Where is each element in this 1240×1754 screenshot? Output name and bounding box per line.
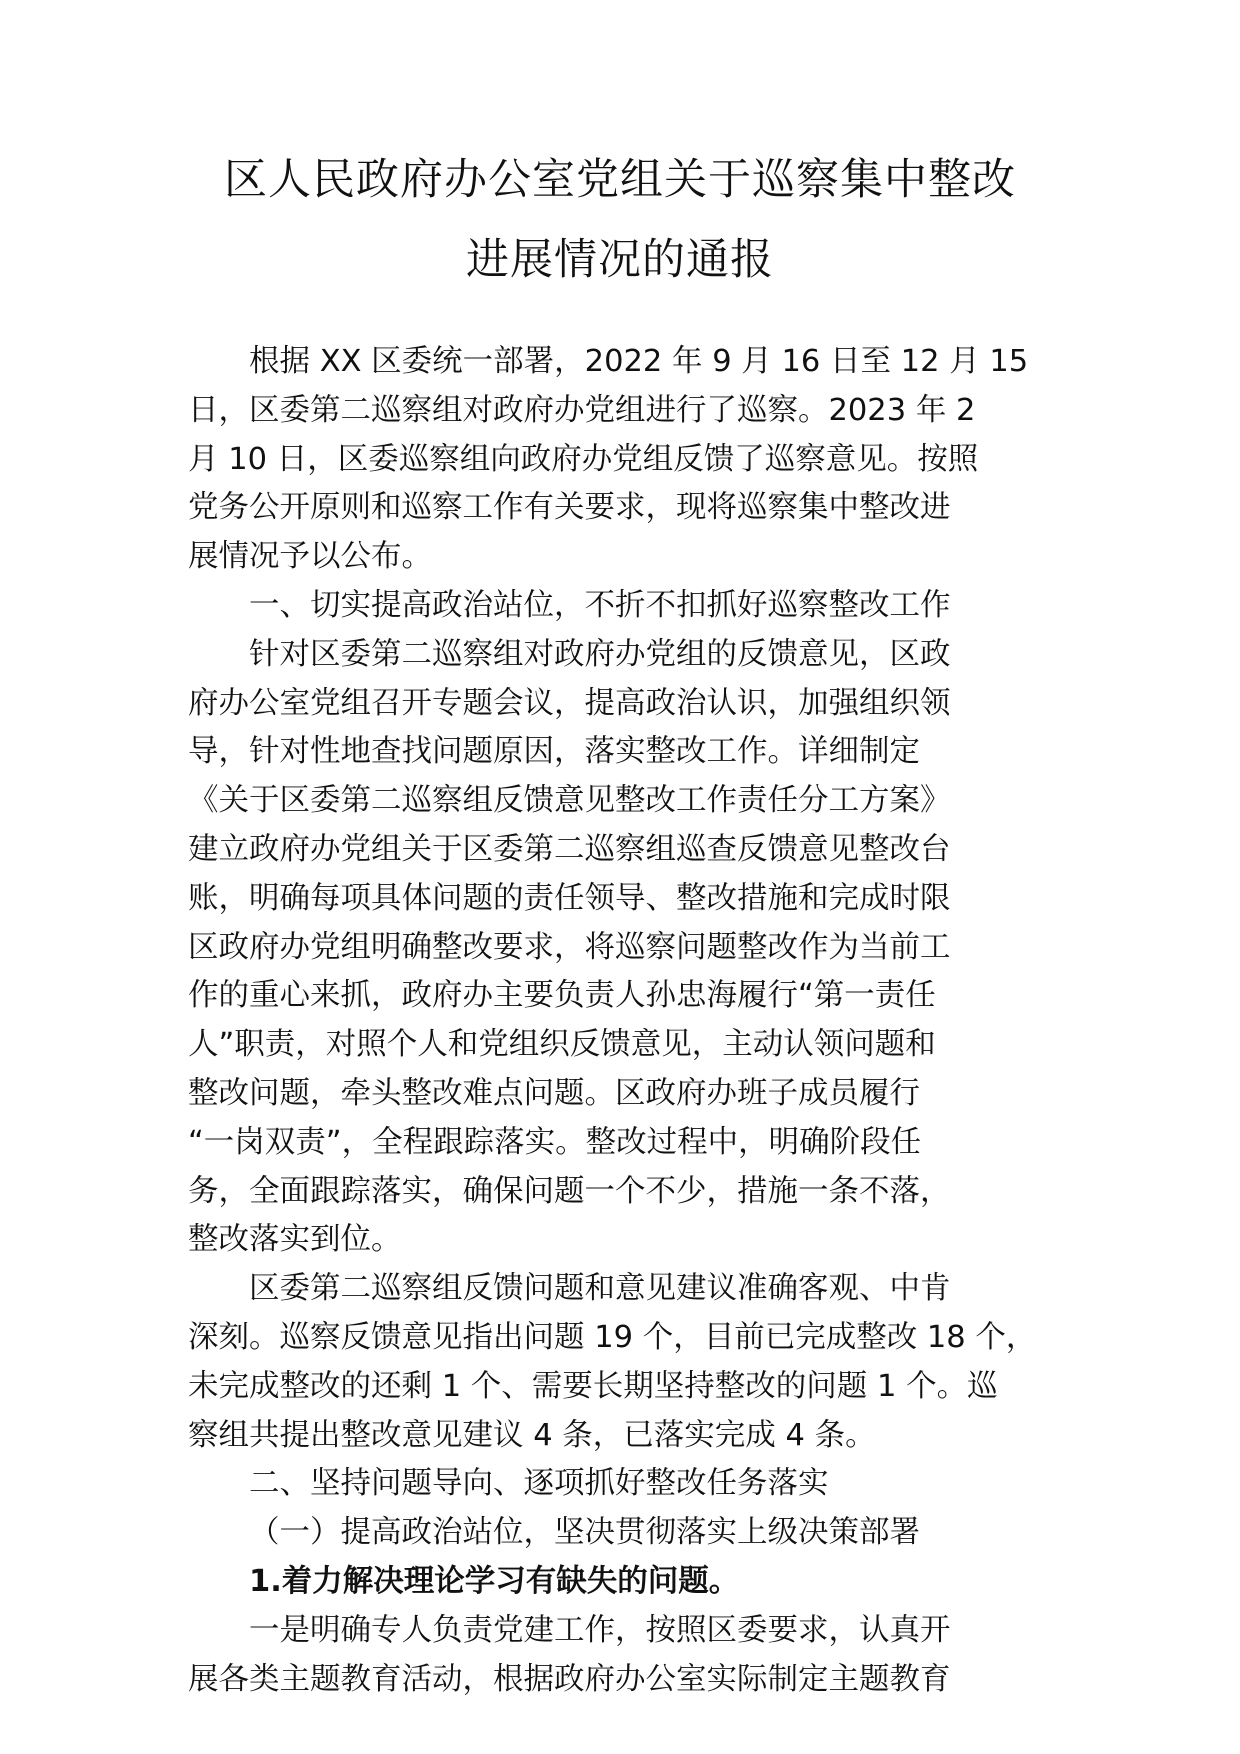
paragraph-line: 区委第二巡察组反馈问题和意见建议准确客观、中肯: [249, 1271, 951, 1307]
paragraph-line: 《关于区委第二巡察组反馈意见整改工作责任分工方案》: [188, 783, 951, 819]
paragraph-line: 察组共提出整改意见建议 4 条，已落实完成 4 条。: [188, 1417, 876, 1453]
paragraph-line: 务，全面跟踪落实，确保问题一个不少，措施一条不落，: [188, 1173, 951, 1209]
paragraph-line: 根据 XX 区委统一部署，2022 年 9 月 16 日至 12 月 15: [249, 344, 1029, 379]
paragraph-line: 作的重心来抓，政府办主要负责人孙忠海履行“第一责任: [188, 978, 936, 1014]
item-heading: 1.着力解决理论学习有缺失的问题。: [249, 1563, 740, 1599]
paragraph-line: 整改落实到位。: [188, 1222, 402, 1258]
document-body: [188, 338, 1048, 1704]
section-heading: 一、切实提高政治站位，不折不扣抓好巡察整改工作: [249, 587, 951, 623]
paragraph-line: “一岗双责”，全程跟踪落实。整改过程中，明确阶段任: [188, 1124, 922, 1160]
paragraph-line: 一是明确专人负责党建工作，按照区委要求，认真开: [249, 1612, 951, 1648]
paragraph-line: 区政府办党组明确整改要求，将巡察问题整改作为当前工: [188, 929, 951, 965]
paragraph-line: 深刻。巡察反馈意见指出问题 19 个，目前已完成整改 18 个，: [188, 1319, 1037, 1355]
document-title-line-1: 区人民政府办公室党组关于巡察集中整改: [224, 155, 1016, 205]
paragraph-line: 日，区委第二巡察组对政府办党组进行了巡察。2023 年 2: [188, 392, 976, 428]
paragraph-line: 建立政府办党组关于区委第二巡察组巡查反馈意见整改台: [188, 831, 951, 867]
paragraph-line: 整改问题，牵头整改难点问题。区政府办班子成员履行: [188, 1075, 920, 1111]
paragraph-line: 导，针对性地查找问题原因，落实整改工作。详细制定: [188, 734, 920, 770]
paragraph-line: 月 10 日，区委巡察组向政府办党组反馈了巡察意见。按照: [188, 441, 979, 477]
paragraph-line: 账，明确每项具体问题的责任领导、整改措施和完成时限: [188, 880, 951, 916]
paragraph-line: 展情况予以公布。: [188, 539, 432, 575]
paragraph-line: 府办公室党组召开专题会议，提高政治认识，加强组织领: [188, 685, 951, 721]
paragraph-line: 未完成整改的还剩 1 个、需要长期坚持整改的问题 1 个。巡: [188, 1368, 998, 1404]
paragraph-line: 党务公开原则和巡察工作有关要求，现将巡察集中整改进: [188, 490, 951, 526]
paragraph-line: 展各类主题教育活动，根据政府办公室实际制定主题教育: [188, 1661, 951, 1697]
subsection-heading: （一）提高政治站位，坚决贯彻落实上级决策部署: [249, 1515, 920, 1551]
document-title-line-2: 进展情况的通报: [466, 235, 774, 285]
paragraph-line: 针对区委第二巡察组对政府办党组的反馈意见，区政: [249, 636, 951, 672]
section-heading: 二、坚持问题导向、逐项抓好整改任务落实: [249, 1466, 829, 1502]
paragraph-line: 人”职责，对照个人和党组织反馈意见，主动认领问题和: [188, 1027, 936, 1063]
